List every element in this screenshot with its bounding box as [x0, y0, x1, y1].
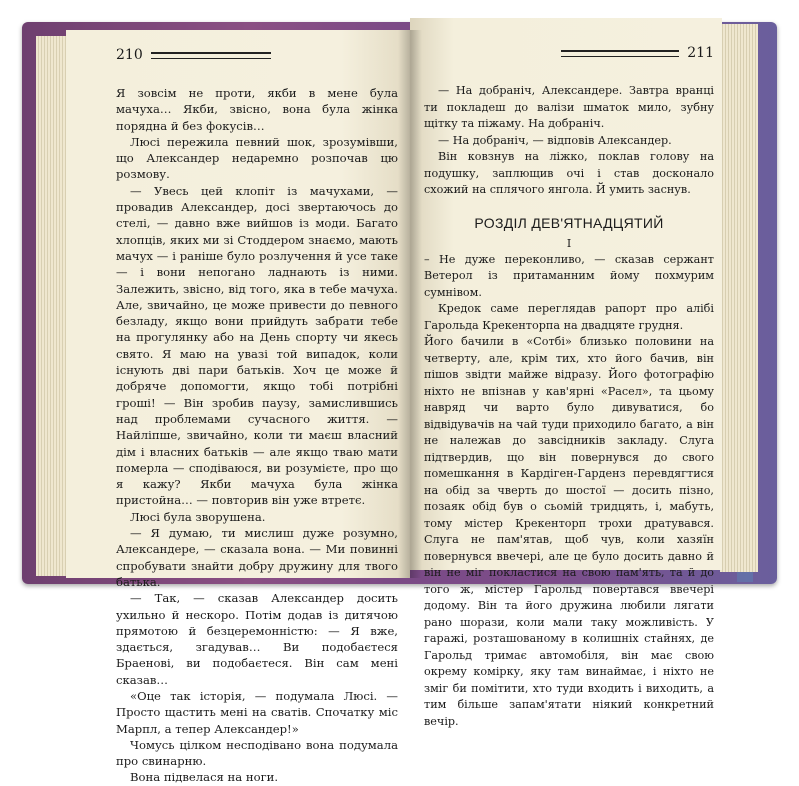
left-page — [66, 30, 410, 785]
right-page — [410, 18, 722, 728]
chapter-title: РОЗДІЛ ДЕВ'ЯТНАДЦЯТИЙ — [474, 214, 664, 231]
paragraph: – Не дуже переконливо, — сказав сержант Ветерол із притаманним йому похмурим сумнівом. — [424, 252, 714, 299]
paragraph: Люсі пережила певний шок, зрозумівши, що Александер недаремно розпочав цю розмову. — [116, 134, 398, 182]
page-number: 211 — [687, 45, 714, 61]
paragraph: — Я думаю, ти мислиш дуже розумно, Александере, — сказала вона. — Ми повинні спробувати знайти добру дружину для твого батька. — [116, 526, 398, 589]
paragraph: Його бачили в «Сотбі» близько половини на четверту, але, крім тих, хто його бачив, він пішов звідти майже відразу. Його фотографію ніхто не впізнав у кав'ярні «Расел», та цьому навряд чи варто було дивуватися, бо відвідувачів на чай туди приходило багато, а він не належав до завсідників закладу. Слуга підтвердив, що він повернувся до свого помешкання в Кардіген-Гарденз перевдягтися на обід за чверть до шостої — досить пізно, позаяк обід був о сьомій тридцять, і, мабуть, тому містер Крекенторп трохи дратувався. Слуга не пам'ятав, щоб чув, коли хазяїн повернувся ввечері, але це було досить давно й він не міг покластися на свою пам'ять, та й до того ж, містер Гарольд повертався ввечері додому. Він та його дружина любили лягати рано шорази, коли мали таку можливість. У гаражі, розташованому в колишніх стайнях, де Гарольд тримає автомобіля, він має свою окрему комірку, яку там винаймає, і ніхто не зміг би помітити, хто туди входить і виходить, а тим більше запам'ятати ніякий конкретний вечір. — [424, 335, 714, 728]
chapter-number: І — [566, 236, 572, 250]
page-number: 210 — [116, 47, 143, 63]
paragraph: «Оце так історія, — подумала Люсі. — Просто щастить мені на сватів. Спочатку міс Марпл, а тепер Александер!» — [116, 688, 398, 736]
paragraph: Чомусь цілком несподівано вона подумала про свинарню. — [116, 737, 398, 769]
page-edges-left — [36, 36, 66, 576]
paragraph: — На добраніч, — відповів Александер. — [438, 133, 672, 147]
header-rule — [151, 52, 271, 59]
running-head — [116, 44, 398, 66]
paragraph: Люсі була зворушена. — [130, 509, 266, 524]
page-edges-right — [720, 24, 758, 572]
paragraph: Я зовсім не проти, якби в мене була мачуха… Якби, звісно, вона була жінка порядна й без фокусів… — [116, 86, 398, 133]
paragraph: — Так, — сказав Александер досить ухильно й нескоро. Потім додав із дитячою прямотою й безцеремонністю: — Я вже, здається, згадував… Ви подобаєтеся Браенові, ви подобаєтеся. Він сам мені сказав… — [116, 591, 398, 687]
paragraph: — На добраніч, Александере. Завтра вранці ти покладеш до валізи шматок мило, зубну щітку та піжаму. На добраніч. — [424, 84, 714, 130]
running-head — [424, 42, 714, 64]
paragraph: Вона підвелася на ноги. — [130, 770, 279, 785]
paragraph: — Увесь цей клопіт із мачухами, — провадив Александер, досі звертаючось до стелі, — давно вже вийшов із моди. Багато хлопців, яких ми зі Стоддером знаємо, мають мачух — і раніше було розлучення й усе таке — і вони непогано ладнають із ними. Залежить, звісно, від того, яка в тебе мачуха. Але, звичайно, це може привести до певного безладу, якщо вони прийдуть забрати тебе на прогулянку або на День спорту чи якесь свято. Я маю на увазі той випадок, коли існують дві пари батьків. Хоч це може й добряче допомогти, якщо тобі потрібні гроші! — Він зробив паузу, замислившись над проблемами сучасного життя. — Найліпше, звичайно, коли ти маєш власний дім і власних батьків — але якщо тваю мати померла — сподіваюся, ви розумієте, про що я кажу? Якби мачуха була жінка пристойна… — повторив він уже втретє. — [116, 183, 398, 508]
paragraph: Він ковзнув на ліжко, поклав голову на подушку, заплющив очі і став досконало схожий на сплячого янгола. Й умить заснув. — [424, 150, 714, 196]
page-text — [424, 83, 714, 730]
paragraph: Кредок саме переглядав рапорт про алібі Гарольда Крекенторпа на двадцяте грудня. — [424, 302, 714, 332]
page-text — [116, 85, 398, 786]
book-gutter — [398, 30, 422, 578]
header-rule — [561, 50, 679, 57]
